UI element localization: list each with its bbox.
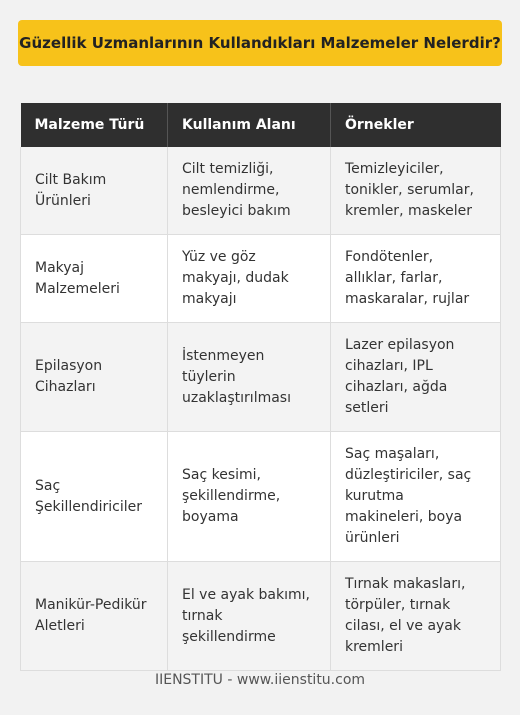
header-examples: Örnekler — [331, 103, 501, 147]
cell-material-type: Cilt Bakım Ürünleri — [21, 147, 168, 235]
cell-examples: Fondötenler, allıklar, farlar, maskaralar, rujlar — [331, 235, 501, 323]
table-row — [21, 562, 501, 671]
page-title: Güzellik Uzmanlarının Kullandıkları Malzemeler Nelerdir? — [19, 34, 501, 52]
cell-material-type: Saç Şekillendiriciler — [21, 432, 168, 562]
cell-usage-area: Saç kesimi, şekillendirme, boyama — [168, 432, 331, 562]
cell-usage-area: El ve ayak bakımı, tırnak şekillendirme — [168, 562, 331, 671]
title-banner — [18, 20, 502, 66]
table-row — [21, 432, 501, 562]
footer-source: IIENSTITU - www.iienstitu.com — [154, 672, 366, 688]
table-header-row — [21, 103, 501, 147]
cell-material-type: Makyaj Malzemeleri — [21, 235, 168, 323]
cell-usage-area: İstenmeyen tüylerin uzaklaştırılması — [168, 323, 331, 432]
header-usage-area: Kullanım Alanı — [168, 103, 331, 147]
materials-table — [20, 103, 501, 671]
cell-usage-area: Yüz ve göz makyajı, dudak makyajı — [168, 235, 331, 323]
table-row — [21, 235, 501, 323]
cell-material-type: Epilasyon Cihazları — [21, 323, 168, 432]
header-material-type: Malzeme Türü — [21, 103, 168, 147]
cell-examples: Saç maşaları, düzleştiriciler, saç kurutma makineleri, boya ürünleri — [331, 432, 501, 562]
cell-material-type: Manikür-Pedikür Aletleri — [21, 562, 168, 671]
table-row — [21, 323, 501, 432]
cell-examples: Temizleyiciler, tonikler, serumlar, kremler, maskeler — [331, 147, 501, 235]
cell-usage-area: Cilt temizliği, nemlendirme, besleyici bakım — [168, 147, 331, 235]
cell-examples: Tırnak makasları, törpüler, tırnak cilası, el ve ayak kremleri — [331, 562, 501, 671]
cell-examples: Lazer epilasyon cihazları, IPL cihazları, ağda setleri — [331, 323, 501, 432]
table-row — [21, 147, 501, 235]
